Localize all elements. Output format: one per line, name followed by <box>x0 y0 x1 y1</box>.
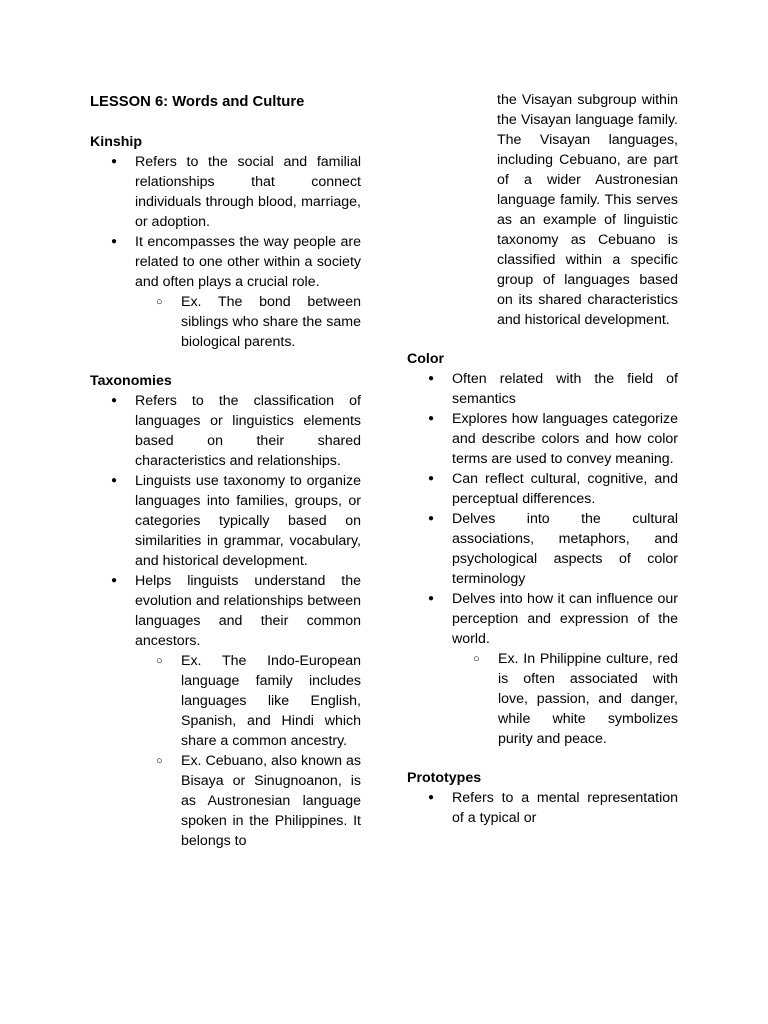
taxonomies-example-2-continued: the Visayan subgroup within the Visayan language family. The Visayan languages, including Cebuano, are part of a wider Austronesian language family. This serves as an example of linguistic taxonomy as Cebuano is classified within a specific group of languages based on its shared characteristics and historical development. <box>497 92 678 328</box>
taxonomies-bullet-3 <box>90 571 361 851</box>
color-bullet-5 <box>407 589 678 749</box>
kinship-heading: Kinship <box>90 134 143 150</box>
lesson-title: LESSON 6: Words and Culture <box>90 94 305 110</box>
color-bullet-3: ● Can reflect cultural, cognitive, and perceptual differences. <box>407 469 678 509</box>
prototypes-bullet-1: ● Refers to a mental representation of a typical or <box>407 788 678 828</box>
color-list <box>407 369 678 749</box>
kinship-bullet-1: ● Refers to the social and familial relationships that connect individuals through blood, marriage, or adoption. <box>90 152 361 232</box>
kinship-sublist <box>135 292 361 352</box>
left-column <box>90 90 361 851</box>
color-bullet-2: ● Explores how languages categorize and describe colors and how color terms are used to convey meaning. <box>407 409 678 469</box>
prototypes-heading: Prototypes <box>407 770 482 786</box>
taxonomies-example-2: ○ Ex. Cebuano, also known as Bisaya or Sinugnoanon, is as Austronesian language spoken in the Philippines. It belongs to <box>135 751 361 851</box>
taxonomies-bullet-1: ● Refers to the classification of languages or linguistics elements based on their shared characteristics and relationships. <box>90 391 361 471</box>
kinship-bullet-2-text: It encompasses the way people are related to one other within a society and often plays a crucial role. <box>135 234 361 290</box>
color-example: ○ Ex. In Philippine culture, red is often associated with love, passion, and danger, while white symbolizes purity and peace. <box>452 649 678 749</box>
taxonomies-example-1: ○ Ex. The Indo-European language family includes languages like English, Spanish, and Hindi which share a common ancestry. <box>135 651 361 751</box>
taxonomies-bullet-3-text: Helps linguists understand the evolution and relationships between languages and their common ancestors. <box>135 573 361 649</box>
prototypes-list <box>407 788 678 828</box>
right-column <box>407 90 678 828</box>
taxonomies-heading: Taxonomies <box>90 373 172 389</box>
color-bullet-1: ● Often related with the field of semantics <box>407 369 678 409</box>
color-bullet-5-text: Delves into how it can influence our perception and expression of the world. <box>452 591 678 647</box>
color-bullet-4: ● Delves into the cultural associations, metaphors, and psychological aspects of color terminology <box>407 509 678 589</box>
color-sublist <box>452 649 678 749</box>
kinship-bullet-2 <box>90 232 361 352</box>
kinship-list <box>90 152 361 352</box>
kinship-example: ○ Ex. The bond between siblings who share the same biological parents. <box>135 292 361 352</box>
taxonomies-bullet-2: ● Linguists use taxonomy to organize languages into families, groups, or categories typically based on similarities in grammar, vocabulary, and historical development. <box>90 471 361 571</box>
taxonomies-list <box>90 391 361 851</box>
taxonomies-sublist <box>135 651 361 851</box>
color-heading: Color <box>407 351 445 367</box>
